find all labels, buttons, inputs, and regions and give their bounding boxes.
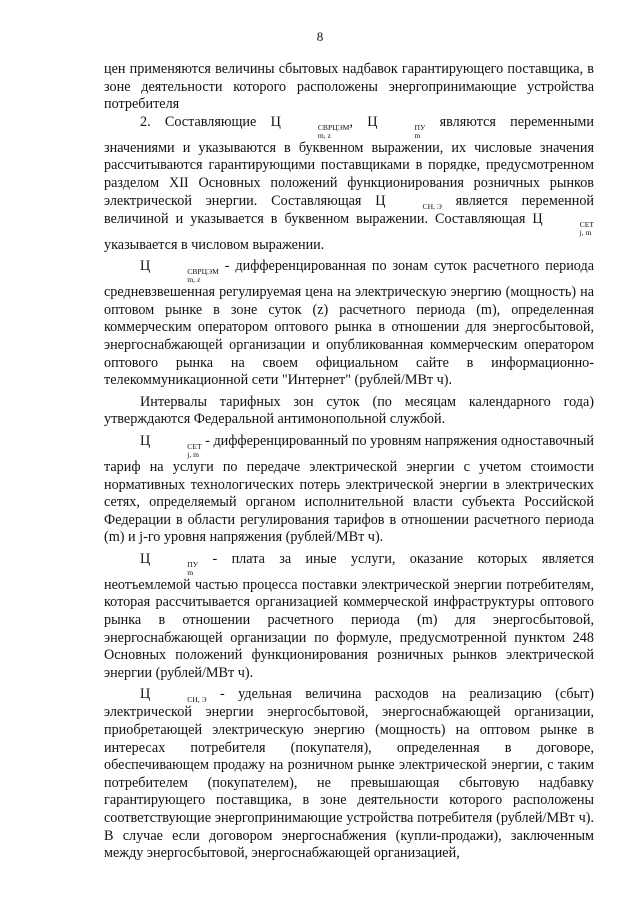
- item2-text-4: является переменной величиной и указывается в буквенном выражении. Составляющая: [104, 192, 595, 227]
- symbol-svrtsem: Ц СВРЦЭМ m, z: [270, 113, 350, 140]
- definition-svrtsem: [104, 258, 594, 390]
- definition-set-text: - дифференцированный по уровням напряжения одноставочный тариф на услуги по передаче электрической энергии с учетом стоимости нормативных технологических потерь электрической энергии в электрических сетях, определяемый органом исполнительной власти субъекта Российской Федерации в области регулирования тарифов в отношении расчетного периода (m) и j-го уровня напряжения (рублей/МВт ч).: [104, 432, 594, 546]
- definition-pu: [104, 551, 594, 683]
- symbol-pu: Ц ПУ m: [140, 550, 199, 577]
- item-2-paragraph: [104, 114, 594, 254]
- definition-pu-text: - плата за иные услуги, оказание которых является неотъемлемой частью процесса поставки электрической энергии потребителям, которая рассчитывается организацией коммерческой инфраструктуры оптового рынка в отношении расчетного периода (m) для энергосбытовой, энергоснабжающей организации по формуле, предусмотренной пунктом 248 Основных положений функционирования розничных рынков электрической энергии (рублей/МВт ч).: [104, 550, 594, 681]
- symbol-set: Ц СЕТ j, m: [140, 432, 202, 459]
- intervals-paragraph: Интервалы тарифных зон суток (по месяцам календарного года) утверждаются Федеральной антимонопольной службой.: [104, 393, 594, 428]
- definition-svrtsem-text: - дифференцированная по зонам суток расчетного периода средневзвешенная регулируемая цена на электрическую энергию (мощность) на оптовом рынке в зоне суток (z) расчетного периода (m), определенная коммерческим оператором оптового рынка в отношении для энергосбытовой, энергоснабжающей организации и опубликованная коммерческим оператором оптового рынка на своем официальном сайте в информационно-телекоммуникационной сети "Интернет" (рублей/МВт ч).: [104, 258, 594, 389]
- intro-paragraph: цен применяются величины сбытовых надбавок гарантирующего поставщика, в зоне деятельности которого расположены энергопринимающие устройства потребителя: [104, 61, 594, 113]
- symbol-svrtsem: Ц СВРЦЭМ m, z: [140, 258, 219, 285]
- document-body: [104, 61, 594, 863]
- definition-set: [104, 433, 594, 547]
- item2-text-2: ,: [349, 113, 353, 130]
- definition-sn-text: - удельная величина расходов на реализацию (сбыт) электрической энергии энергосбытовой, энергоснабжающей организации, приобретающей электрическую энергию (мощность) на оптовом рынке в интересах потребителя (покупателя), определенная в договоре, обеспечивающем продажу на розничном рынке электрической энергии, с таким потребителем (покупателем), не превышающая сбытовую надбавку гарантирующего поставщика, в зоне деятельности которого расположены соответствующие энергопринимающие устройства потребителя (рублей/МВт ч). В случае если договором энергоснабжения (купли-продажи), заключенным между энергосбытовой, энергоснабжающей организацией,: [104, 686, 594, 862]
- symbol-sn: Ц СН, Э: [140, 686, 207, 705]
- symbol-sn: Ц СН, Э: [375, 192, 442, 211]
- symbol-set: Ц СЕТ j, m: [532, 210, 595, 237]
- symbol-pu: Ц ПУ m: [367, 113, 426, 140]
- definition-sn: [104, 686, 594, 862]
- item2-text-5: указывается в числовом выражении.: [104, 236, 325, 253]
- item2-text-1: 2. Составляющие: [140, 113, 257, 130]
- page-number: 8: [316, 29, 324, 44]
- item2-text-3: являются переменными значениями и указываются в буквенном выражении, их числовые значения рассчитываются гарантирующими поставщиками в порядке, предусмотренном разделом XII Основных положений функционирования розничных рынков электрической энергии. Составляющая: [104, 113, 594, 209]
